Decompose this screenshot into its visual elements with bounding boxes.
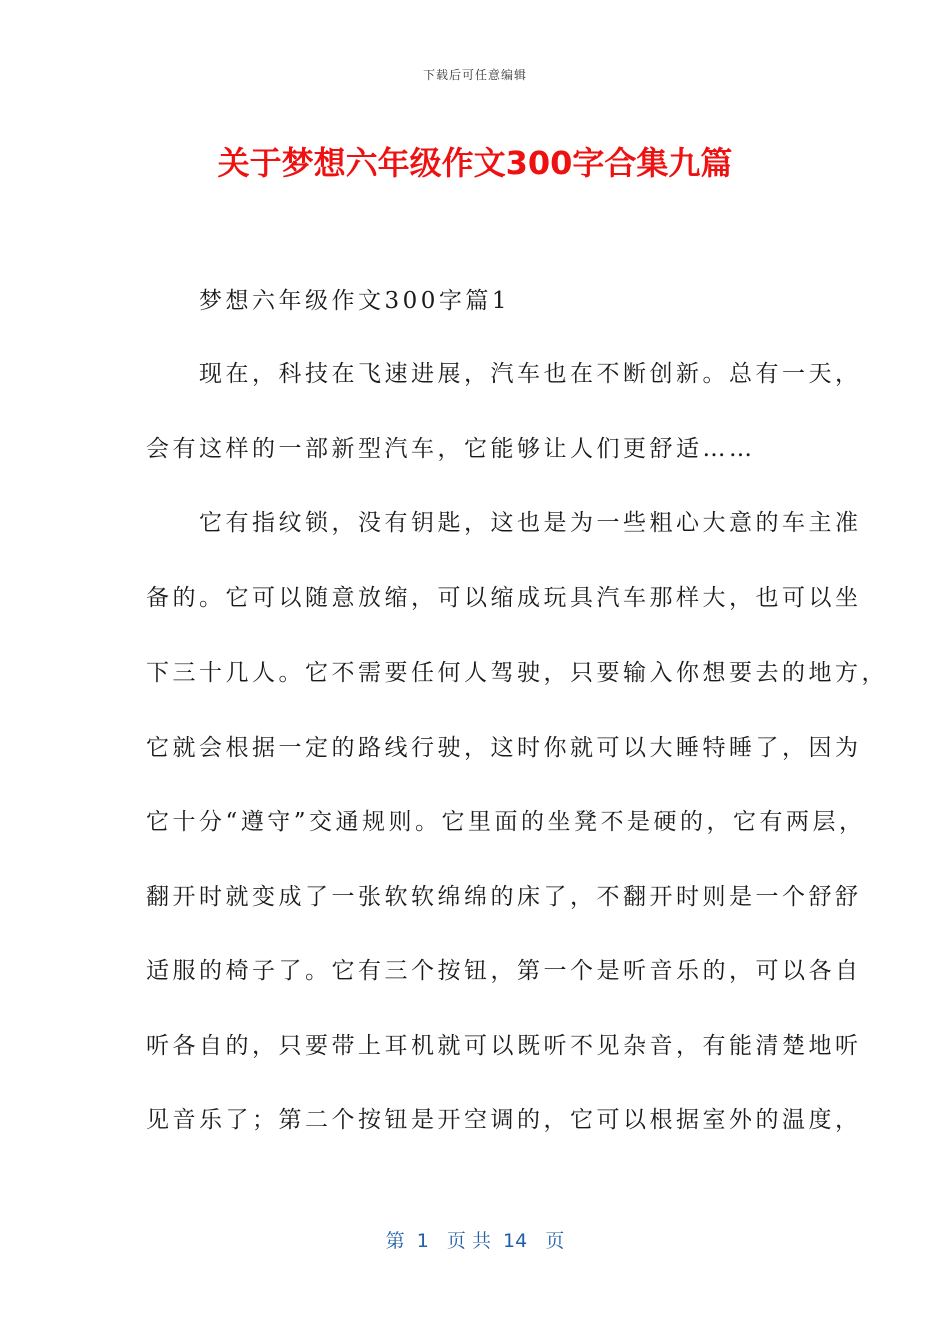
paragraph-line: 现在，科技在飞速进展，汽车也在不断创新。总有一天， xyxy=(146,361,862,387)
page-footer: 第 1 页 共 14 页 xyxy=(385,1230,565,1252)
header-note: 下载后可任意编辑 xyxy=(422,68,527,82)
paragraph-line: 听各自的，只要带上耳机就可以既听不见杂音，有能清楚地听 xyxy=(146,1033,862,1059)
paragraph-line: 它就会根据一定的路线行驶，这时你就可以大睡特睡了，因为 xyxy=(146,735,862,761)
paragraph-line: 翻开时就变成了一张软软绵绵的床了，不翻开时则是一个舒舒 xyxy=(146,884,862,910)
paragraph-line: 会有这样的一部新型汽车，它能够让人们更舒适…… xyxy=(146,436,756,462)
document-title: 关于梦想六年级作文300字合集九篇 xyxy=(217,144,733,182)
paragraph-line: 备的。它可以随意放缩，可以缩成玩具汽车那样大，也可以坐 xyxy=(146,585,862,611)
paragraph-line: 它十分“遵守”交通规则。它里面的坐凳不是硬的，它有两层， xyxy=(146,809,866,835)
paragraph-line: 适服的椅子了。它有三个按钮，第一个是听音乐的，可以各自 xyxy=(146,958,862,984)
paragraph-line: 它有指纹锁，没有钥匙，这也是为一些粗心大意的车主准 xyxy=(146,510,862,536)
paragraph-line: 梦想六年级作文300字篇1 xyxy=(146,288,511,314)
paragraph-line: 见音乐了；第二个按钮是开空调的，它可以根据室外的温度， xyxy=(146,1107,862,1133)
paragraph-line: 下三十几人。它不需要任何人驾驶，只要输入你想要去的地方， xyxy=(146,660,888,686)
